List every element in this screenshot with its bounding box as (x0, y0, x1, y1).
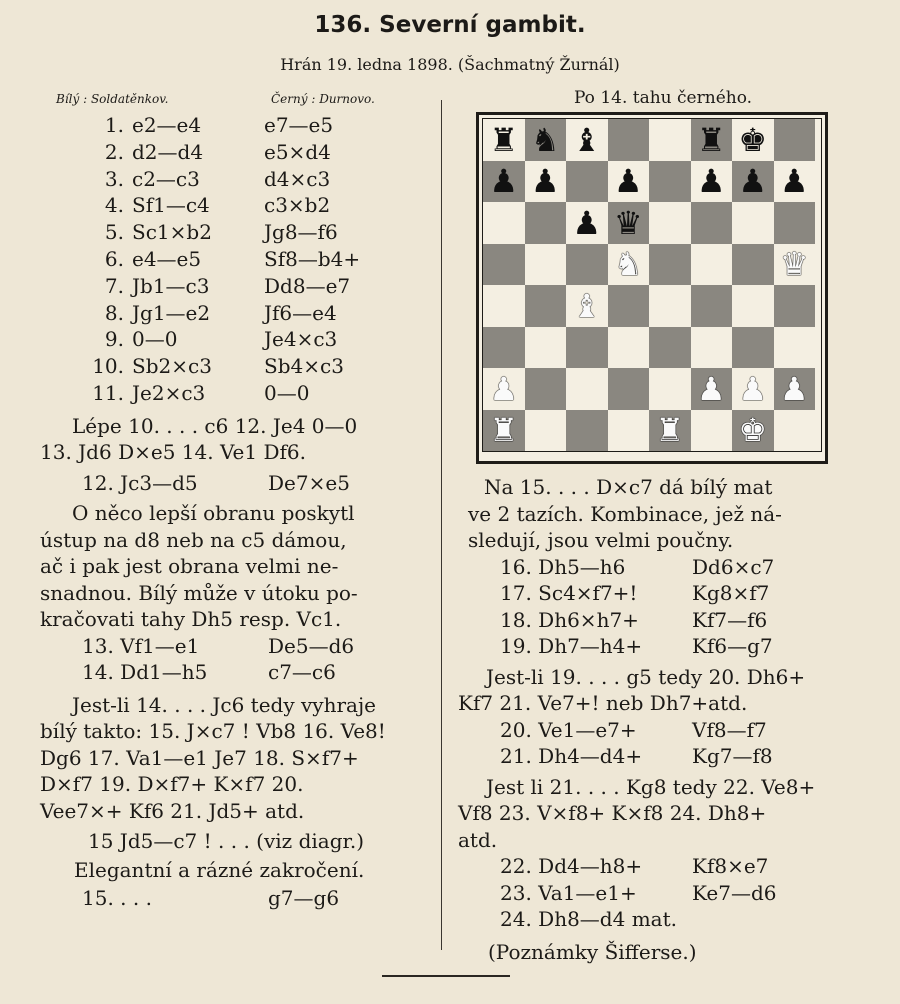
board-square (732, 285, 774, 327)
board-square (774, 161, 816, 203)
board-square (483, 161, 525, 203)
move-number: 3. (104, 166, 124, 191)
move-row (458, 880, 868, 907)
board-square (608, 202, 650, 244)
white-rook-icon: ♜ (489, 411, 519, 450)
note-line: Dg6 17. Va1—e1 Je7 18. S×f7+ (40, 745, 359, 770)
note-line: kračovati tahy Dh5 resp. Vc1. (40, 607, 342, 632)
white-move: 13. Vf1—e1 (82, 633, 200, 658)
black-move: c3×b2 (264, 193, 331, 218)
board-square (525, 285, 567, 327)
black-rook-icon: ♜ (489, 120, 519, 159)
white-move: Jb1—c3 (132, 273, 210, 298)
white-move: d2—d4 (132, 139, 204, 164)
bottom-rule (382, 975, 510, 977)
white-pawn-icon: ♟ (696, 369, 726, 408)
white-move: Sc1×b2 (132, 220, 212, 245)
board-square (608, 368, 650, 410)
right-note-2 (458, 664, 868, 717)
note-line: sledují, jsou velmi poučny. (468, 528, 734, 552)
board-square (691, 285, 733, 327)
board-square (566, 161, 608, 203)
move-list (40, 112, 430, 407)
move-number: 1. (104, 113, 124, 137)
black-move: Kf7—f6 (692, 607, 768, 632)
black-king-icon: ♚ (738, 120, 768, 159)
white-move: 24. Dh8—d4 mat. (500, 907, 677, 931)
black-move: d4×c3 (264, 166, 331, 191)
right-note-1 (468, 474, 868, 554)
move-row (40, 192, 430, 219)
board-square (732, 202, 774, 244)
right-column (458, 88, 868, 965)
board-square (525, 161, 567, 203)
white-move: 22. Dd4—h8+ (500, 854, 643, 878)
black-move: Ke7—d6 (692, 880, 777, 905)
black-knight-icon: ♞ (530, 120, 560, 159)
board-square (732, 410, 774, 452)
move-row (458, 607, 868, 634)
move-row (458, 554, 868, 581)
move-number: 11. (92, 380, 124, 405)
board-square (774, 119, 816, 161)
black-pawn-icon: ♟ (530, 162, 560, 201)
note-line: Vf8 23. V×f8+ K×f8 24. Dh8+ (458, 801, 767, 825)
board-square (566, 327, 608, 369)
note-line: D×f7 19. D×f7+ K×f7 20. (40, 772, 304, 797)
diagram-title: Po 14. tahu černého. (573, 88, 753, 108)
white-move: 12. Jc3—d5 (82, 470, 198, 495)
board-square (608, 327, 650, 369)
note-line: ústup na d8 neb na c5 dámou, (40, 527, 347, 552)
board-square (649, 202, 691, 244)
board-square (691, 410, 733, 452)
board-square (608, 244, 650, 286)
board-square (525, 244, 567, 286)
board-square (483, 285, 525, 327)
board-square (774, 410, 816, 452)
board-square (732, 161, 774, 203)
chess-diagram (476, 112, 828, 464)
note-line: Vee7×+ Kf6 21. Jd5+ atd. (40, 798, 305, 823)
move-row (458, 743, 868, 770)
board-square (525, 410, 567, 452)
board-square (483, 244, 525, 286)
board-square (649, 285, 691, 327)
move-row (40, 353, 430, 380)
black-move: Jf6—e4 (264, 300, 337, 325)
note-line: Lépe 10. . . . c6 12. Je4 0—0 (72, 413, 358, 438)
right-moves-b (458, 717, 868, 770)
right-note-3 (458, 774, 868, 854)
move-row (458, 853, 868, 880)
board-square (649, 161, 691, 203)
board-square (732, 368, 774, 410)
board-square (649, 327, 691, 369)
white-pawn-icon: ♟ (779, 369, 809, 408)
board-square (566, 244, 608, 286)
move-14 (40, 659, 430, 686)
white-move: 14. Dd1—h5 (82, 660, 208, 685)
board-square (732, 327, 774, 369)
move-row (458, 717, 868, 744)
board-square (566, 368, 608, 410)
black-pawn-icon: ♟ (572, 203, 602, 242)
game-title: 136. Severní gambit. (314, 12, 586, 38)
board-square (566, 202, 608, 244)
note-line: Jest-li 19. . . . g5 tedy 20. Dh6+ (486, 664, 806, 689)
move-row (40, 380, 430, 407)
move-number: 10. (92, 354, 124, 379)
board-square (608, 119, 650, 161)
black-move: Kf8×e7 (692, 854, 769, 878)
board-square (649, 119, 691, 161)
move-row (40, 166, 430, 193)
white-move: 17. Sc4×f7+! (500, 581, 638, 605)
move-number: 9. (104, 327, 124, 352)
column-divider (441, 100, 442, 950)
black-bishop-icon: ♝ (572, 120, 602, 159)
board-square (649, 244, 691, 286)
black-player: Černý : Durnovo. (271, 92, 375, 106)
black-move: Vf8—f7 (692, 717, 767, 742)
board-square (566, 119, 608, 161)
board-square (483, 202, 525, 244)
white-move: Je2×c3 (132, 380, 206, 405)
black-move: 0—0 (264, 380, 310, 405)
move-15: 15 Jd5—c7 ! . . . (viz diagr.) (88, 829, 365, 854)
black-move: Kg8×f7 (692, 581, 770, 605)
right-moves-c (458, 853, 868, 933)
board-square (525, 368, 567, 410)
move-row (458, 906, 868, 933)
black-move: De7×e5 (268, 470, 350, 495)
move-row (40, 139, 430, 166)
move-row (40, 219, 430, 246)
note-line: Jest li 21. . . . Kg8 tedy 22. Ve8+ (486, 774, 816, 799)
board-square (774, 285, 816, 327)
board-square (732, 119, 774, 161)
note-line: Kf7 21. Ve7+! neb Dh7+atd. (458, 691, 748, 715)
move-number: 4. (104, 193, 124, 218)
board-square (483, 327, 525, 369)
board-square (483, 410, 525, 452)
move-number: 6. (104, 246, 124, 271)
board-square (774, 327, 816, 369)
move-row (458, 633, 868, 660)
annotation-credit: (Poznámky Šifferse.) (488, 939, 697, 964)
white-move: Sf1—c4 (132, 193, 210, 218)
white-move: 19. Dh7—h4+ (500, 634, 643, 658)
white-move: 20. Ve1—e7+ (500, 717, 637, 742)
board-square (774, 368, 816, 410)
board-square (525, 119, 567, 161)
note-line: bílý takto: 15. J×c7 ! Vb8 16. Ve8! (40, 719, 386, 744)
black-queen-icon: ♛ (613, 203, 643, 242)
black-move: Kg7—f8 (692, 744, 773, 768)
black-pawn-icon: ♟ (613, 162, 643, 201)
board-square (691, 244, 733, 286)
white-move: e4—e5 (132, 246, 202, 271)
board-square (608, 285, 650, 327)
note-line: atd. (458, 827, 498, 852)
note-line: snadnou. Bílý může v útoku po- (40, 580, 358, 605)
board-square (649, 410, 691, 452)
board-square (483, 119, 525, 161)
move-row (40, 273, 430, 300)
black-move: Sb4×c3 (264, 354, 344, 379)
board-square (525, 202, 567, 244)
black-move: De5—d6 (268, 633, 355, 658)
board-square (483, 368, 525, 410)
move-row (40, 246, 430, 273)
note-line: Na 15. . . . D×c7 dá bílý mat (484, 475, 773, 499)
chess-board (482, 118, 822, 452)
black-move: e5×d4 (264, 139, 331, 164)
white-knight-icon: ♞ (613, 245, 643, 284)
players-header (56, 92, 430, 106)
move-row (40, 326, 430, 353)
board-square (691, 327, 733, 369)
move-number: 8. (104, 300, 124, 325)
black-move: Kf6—g7 (692, 634, 773, 658)
black-move: Dd8—e7 (264, 273, 351, 298)
move-number: 5. (104, 220, 124, 245)
black-move: Jg8—f6 (264, 220, 338, 245)
note-2 (40, 500, 430, 633)
note-1 (40, 413, 430, 466)
board-square (566, 410, 608, 452)
move-number: 2. (104, 139, 124, 164)
white-pawn-icon: ♟ (738, 369, 768, 408)
move-row (458, 580, 868, 607)
board-square (691, 161, 733, 203)
black-rook-icon: ♜ (696, 120, 726, 159)
board-square (774, 244, 816, 286)
board-square (774, 202, 816, 244)
note-line: O něco lepší obranu poskytl (72, 501, 355, 526)
note-line: Jest-li 14. . . . Jc6 tedy vyhraje (72, 692, 377, 717)
white-move: e2—e4 (132, 113, 202, 137)
note-line: ač i pak jest obrana velmi ne- (40, 554, 339, 579)
white-move: 23. Va1—e1+ (500, 880, 637, 905)
note-line: ve 2 tazích. Kombinace, jež ná- (468, 501, 782, 526)
board-square (608, 410, 650, 452)
board-square (732, 244, 774, 286)
left-column (40, 92, 430, 912)
board-square (691, 368, 733, 410)
white-player: Bílý : Soldatěnkov. (56, 92, 169, 106)
white-move: 15. . . . (82, 886, 152, 911)
black-move: e7—e5 (264, 113, 334, 137)
white-bishop-icon: ♝ (572, 286, 602, 325)
white-rook-icon: ♜ (655, 411, 685, 450)
black-move: c7—c6 (268, 660, 336, 685)
white-move: Sb2×c3 (132, 354, 212, 379)
note-3 (40, 692, 430, 825)
white-move: 18. Dh6×h7+ (500, 607, 639, 632)
note-line: 13. Jd6 D×e5 14. Ve1 Df6. (40, 440, 306, 465)
white-move: 21. Dh4—d4+ (500, 744, 643, 768)
black-pawn-icon: ♟ (779, 162, 809, 201)
board-square (608, 161, 650, 203)
move-15b (40, 885, 430, 912)
white-pawn-icon: ♟ (489, 369, 519, 408)
black-pawn-icon: ♟ (696, 162, 726, 201)
black-pawn-icon: ♟ (489, 162, 519, 201)
white-move: Jg1—e2 (132, 300, 211, 325)
white-queen-icon: ♛ (779, 245, 809, 284)
white-king-icon: ♚ (738, 411, 768, 450)
move-row (40, 112, 430, 139)
board-square (566, 285, 608, 327)
black-move: Dd6×c7 (692, 554, 775, 579)
black-move: Sf8—b4+ (264, 246, 361, 271)
black-pawn-icon: ♟ (738, 162, 768, 201)
move-12 (40, 470, 430, 497)
board-square (649, 368, 691, 410)
white-move: 0—0 (132, 327, 178, 352)
game-subtitle: Hrán 19. ledna 1898. (Šachmatný Žurnál) (280, 55, 620, 74)
move-13 (40, 633, 430, 660)
move-number: 7. (104, 273, 124, 298)
move-row (40, 300, 430, 327)
board-square (525, 327, 567, 369)
board-square (691, 119, 733, 161)
white-move: 16. Dh5—h6 (500, 554, 626, 579)
board-square (691, 202, 733, 244)
black-move: g7—g6 (268, 886, 340, 911)
note-4: Elegantní a rázné zakročení. (74, 857, 365, 882)
right-moves-a (458, 554, 868, 660)
black-move: Je4×c3 (264, 327, 338, 352)
white-move: c2—c3 (132, 166, 200, 191)
